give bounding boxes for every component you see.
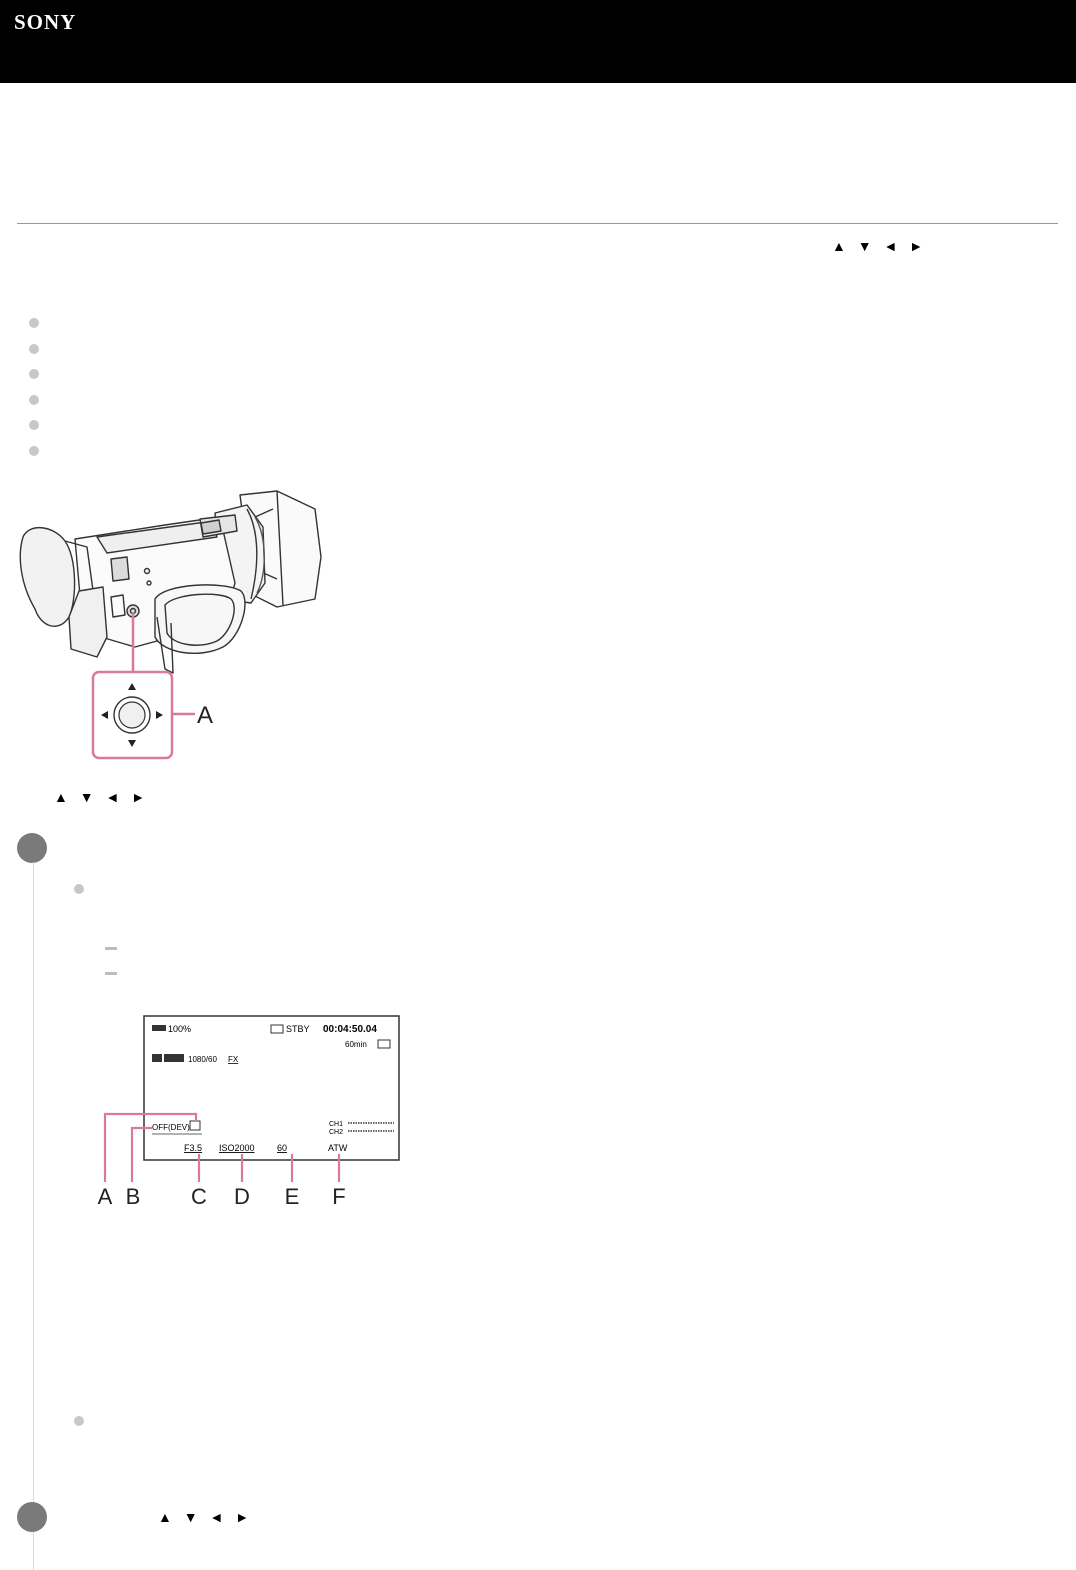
callout-label-a: A [197, 702, 214, 729]
list-bullet [29, 369, 39, 379]
callout-label-d: D [234, 1184, 250, 1209]
callout-label-b: B [125, 1184, 141, 1209]
iso-value: ISO2000 [219, 1143, 255, 1153]
callout-label-e: E [284, 1184, 300, 1209]
camcorder-illustration [15, 487, 327, 762]
list-bullet [74, 1416, 84, 1426]
recording-status: STBY [286, 1024, 310, 1034]
sub-list-dash [105, 947, 117, 950]
list-bullet [74, 884, 84, 894]
effect-indicator: FX [228, 1055, 239, 1064]
audio-ch2: CH2 [329, 1129, 344, 1136]
step-number-2 [17, 1502, 47, 1532]
recording-format: 1080/60 [188, 1055, 217, 1064]
list-bullet [29, 318, 39, 328]
timecode: 00:04:50.04 [323, 1024, 377, 1035]
step-connector-line [33, 862, 34, 1570]
title-divider [17, 223, 1058, 224]
list-bullet [29, 420, 39, 430]
shutter-value: 60 [277, 1143, 288, 1153]
white-balance-value: ATW [328, 1143, 348, 1153]
site-header [0, 0, 1076, 83]
arrow-keys-text: ▲ ▼ ◄ ► [54, 789, 146, 805]
list-bullet [29, 446, 39, 456]
lcd-screen-diagram [92, 1010, 404, 1210]
callout-label-c: C [191, 1184, 207, 1209]
battery-level: 100% [168, 1024, 192, 1034]
callout-label-a: A [97, 1184, 113, 1209]
arrow-keys-text: ▲ ▼ ◄ ► [158, 1509, 250, 1525]
callout-label-f: F [332, 1184, 346, 1209]
iris-value: F3.5 [184, 1143, 203, 1153]
audio-ch1: CH1 [329, 1121, 344, 1128]
step-number-1 [17, 833, 47, 863]
sony-logo: SONY [14, 10, 77, 34]
list-bullet [29, 344, 39, 354]
sub-list-dash [105, 972, 117, 975]
arrow-keys-text: ▲ ▼ ◄ ► [832, 238, 924, 254]
iris-mode: OFF(DEV) [152, 1123, 190, 1132]
list-bullet [29, 395, 39, 405]
remaining-time: 60min [345, 1040, 367, 1049]
